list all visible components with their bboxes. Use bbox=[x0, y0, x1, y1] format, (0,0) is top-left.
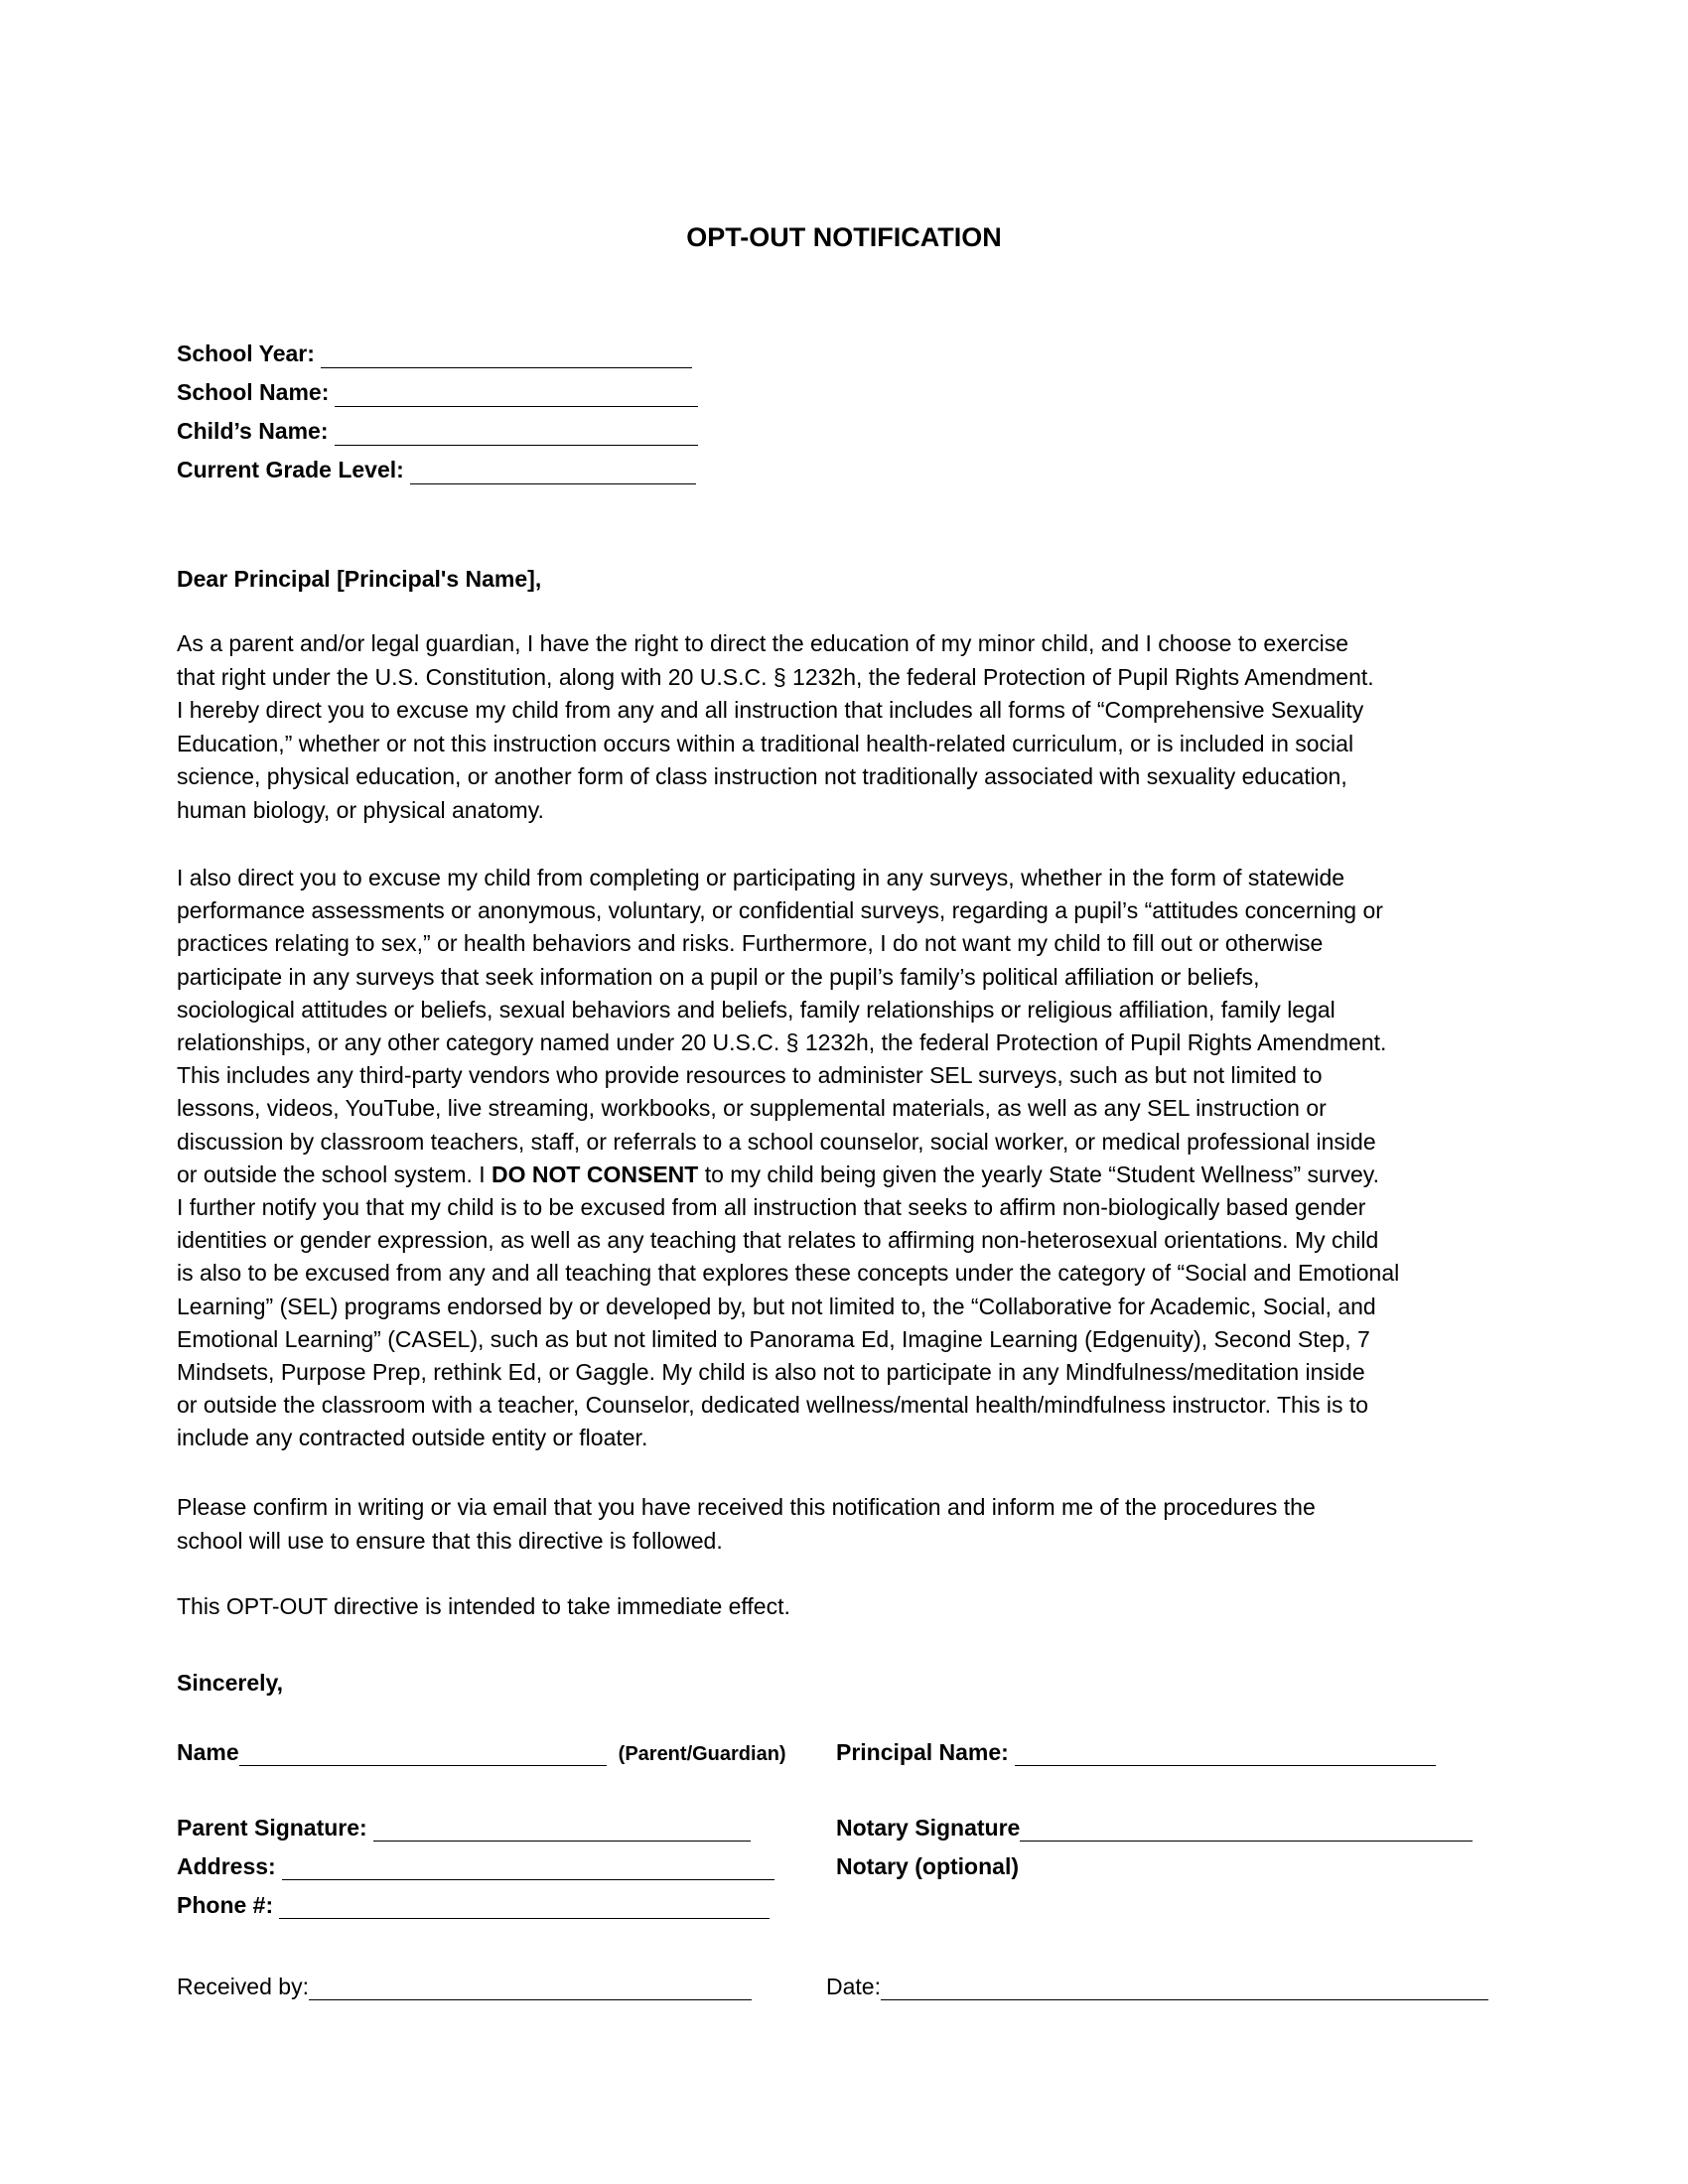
address-blank[interactable] bbox=[282, 1857, 774, 1880]
text-line: performance assessments or anonymous, voluntary, or confidential surveys, regarding a pupil’s “attitudes concerning or bbox=[177, 897, 1383, 924]
date-field bbox=[826, 1974, 1488, 2000]
notary-optional-label: Notary (optional) bbox=[836, 1853, 1019, 1879]
notary-signature-field bbox=[836, 1815, 1473, 1842]
notary-signature-blank[interactable] bbox=[1020, 1819, 1473, 1842]
phone-field bbox=[177, 1892, 770, 1919]
received-by-field bbox=[177, 1974, 752, 2000]
document-title: OPT-OUT NOTIFICATION bbox=[686, 222, 1002, 252]
paragraph-effect bbox=[177, 1590, 1527, 1624]
text-line: that right under the U.S. Constitution, along with 20 U.S.C. § 1232h, the federal Protection of Pupil Rights Amendment. bbox=[177, 663, 1374, 690]
consent-post: to my child being given the yearly State “Student Wellness” survey. bbox=[698, 1160, 1379, 1187]
notary-signature-label: Notary Signature bbox=[836, 1815, 1021, 1841]
address-field bbox=[177, 1853, 774, 1880]
text-line: school will use to ensure that this directive is followed. bbox=[177, 1527, 723, 1554]
grade-level-label: Current Grade Level: bbox=[177, 457, 404, 482]
grade-level-blank[interactable] bbox=[410, 462, 696, 484]
school-name-field bbox=[177, 377, 698, 407]
address-label: Address: bbox=[177, 1853, 276, 1879]
parent-signature-blank[interactable] bbox=[373, 1819, 751, 1842]
principal-name-label: Principal Name: bbox=[836, 1739, 1009, 1765]
phone-label: Phone #: bbox=[177, 1892, 274, 1918]
principal-name-blank[interactable] bbox=[1015, 1743, 1436, 1766]
text-line: I further notify you that my child is to be excused from all instruction that seeks to affirm non-biologically based gender bbox=[177, 1194, 1366, 1221]
text-line: science, physical education, or another form of class instruction not traditionally associated with sexuality education, bbox=[177, 763, 1347, 789]
text-line: Mindsets, Purpose Prep, rethink Ed, or Gaggle. My child is also not to participate in any Mindfulness/meditation inside bbox=[177, 1359, 1365, 1386]
text-line: relationships, or any other category named under 20 U.S.C. § 1232h, the federal Protection of Pupil Rights Amendment. bbox=[177, 1029, 1387, 1056]
received-by-blank[interactable] bbox=[309, 1978, 752, 2000]
child-name-label: Child’s Name: bbox=[177, 418, 329, 444]
school-year-field bbox=[177, 339, 692, 368]
text-line: or outside the classroom with a teacher, Counselor, dedicated wellness/mental health/mindfulness instructor. This is to bbox=[177, 1392, 1369, 1419]
do-not-consent-emphasis: DO NOT CONSENT bbox=[492, 1160, 699, 1187]
text-line: I also direct you to excuse my child from completing or participating in any surveys, whether in the form of statewide bbox=[177, 865, 1345, 890]
paragraph-confirm bbox=[177, 1491, 1527, 1558]
text-line: I hereby direct you to excuse my child from any and all instruction that includes all forms of “Comprehensive Sexuality bbox=[177, 697, 1364, 723]
text-line: Education,” whether or not this instruction occurs within a traditional health-related curriculum, or is included in social bbox=[177, 730, 1354, 756]
consent-line bbox=[177, 1159, 1527, 1191]
text-line: discussion by classroom teachers, staff, or referrals to a school counselor, social worker, or medical professional inside bbox=[177, 1128, 1376, 1155]
text-line: participate in any surveys that seek information on a pupil or the pupil’s family’s political affiliation or beliefs, bbox=[177, 963, 1260, 990]
text-line: This OPT-OUT directive is intended to take immediate effect. bbox=[177, 1593, 790, 1619]
school-name-label: School Name: bbox=[177, 379, 330, 405]
text-line: practices relating to sex,” or health behaviors and risks. Furthermore, I do not want my child to fill out or otherwise bbox=[177, 930, 1324, 957]
parent-name-blank[interactable] bbox=[239, 1743, 607, 1766]
text-line: Emotional Learning” (CASEL), such as but not limited to Panorama Ed, Imagine Learning (Edgenuity), Second Step, 7 bbox=[177, 1325, 1370, 1352]
parent-signature-label: Parent Signature: bbox=[177, 1815, 367, 1841]
grade-level-field bbox=[177, 455, 696, 484]
child-name-field bbox=[177, 416, 698, 446]
name-label: Name bbox=[177, 1739, 239, 1765]
paragraph-rights bbox=[177, 627, 1527, 827]
consent-pre: or outside the school system. I bbox=[177, 1160, 492, 1187]
school-year-blank[interactable] bbox=[321, 345, 692, 368]
text-line: As a parent and/or legal guardian, I have the right to direct the education of my minor child, and I choose to exercise bbox=[177, 630, 1349, 656]
school-year-label: School Year: bbox=[177, 341, 315, 366]
salutation: Dear Principal [Principal's Name], bbox=[177, 566, 542, 592]
text-line: is also to be excused from any and all teaching that explores these concepts under the category of “Social and Emotional bbox=[177, 1260, 1400, 1287]
received-by-label: Received by: bbox=[177, 1974, 309, 1999]
text-line: Please confirm in writing or via email that you have received this notification and inform me of the procedures the bbox=[177, 1494, 1316, 1520]
date-label: Date: bbox=[826, 1974, 881, 1999]
principal-name-field bbox=[836, 1739, 1436, 1766]
text-line: lessons, videos, YouTube, live streaming, workbooks, or supplemental materials, as well as any SEL instruction or bbox=[177, 1095, 1327, 1122]
text-line: human biology, or physical anatomy. bbox=[177, 796, 544, 823]
parent-signature-field bbox=[177, 1815, 751, 1842]
school-name-blank[interactable] bbox=[335, 384, 698, 407]
text-line: identities or gender expression, as well as any teaching that relates to affirming non-heterosexual orientations. My child bbox=[177, 1227, 1379, 1254]
text-line: include any contracted outside entity or floater. bbox=[177, 1425, 648, 1451]
parent-name-field bbox=[177, 1739, 786, 1766]
phone-blank[interactable] bbox=[279, 1896, 770, 1919]
text-line: sociological attitudes or beliefs, sexual behaviors and beliefs, family relationships or religious affiliation, family legal bbox=[177, 996, 1336, 1023]
text-line: Learning” (SEL) programs endorsed by or developed by, but not limited to, the “Collaborative for Academic, Social, and bbox=[177, 1293, 1376, 1319]
date-blank[interactable] bbox=[881, 1978, 1488, 2000]
child-name-blank[interactable] bbox=[335, 423, 698, 446]
parent-guardian-note: (Parent/Guardian) bbox=[618, 1743, 786, 1765]
closing: Sincerely, bbox=[177, 1670, 283, 1696]
text-line: This includes any third-party vendors who provide resources to administer SEL surveys, such as but not limited to bbox=[177, 1062, 1323, 1089]
paragraph-surveys bbox=[177, 862, 1527, 1455]
notary-optional bbox=[836, 1853, 1019, 1880]
